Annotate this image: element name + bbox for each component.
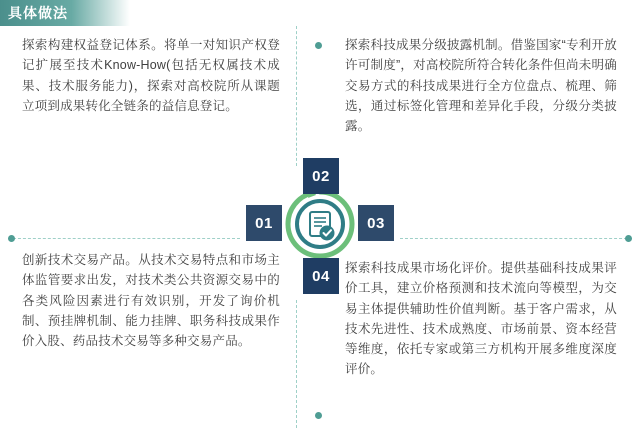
step-number-02-label: 02 [312, 167, 330, 185]
step-number-04 [303, 258, 339, 294]
step-number-02 [303, 158, 339, 194]
divider-vertical-left [296, 26, 297, 166]
connector-dot-top [315, 42, 322, 49]
connector-dot-right [625, 235, 632, 242]
step-text-04: 探索科技成果分级披露机制。借鉴国家“专利开放许可制度”，对高校院所符合转化条件但尚未明确交易方式的科技成果进行全方位盘点、梳理、筛选，通过标签化管理和差异化手段，分级分类披露。 [345, 38, 617, 133]
divider-horizontal-left [8, 238, 240, 239]
page-title: 具体做法 [8, 5, 68, 21]
step-number-04-label: 04 [312, 267, 330, 285]
step-number-01 [246, 205, 282, 241]
divider-horizontal-right [400, 238, 632, 239]
step-number-03 [358, 205, 394, 241]
center-circular-icon [282, 186, 358, 262]
step-text-01: 创新技术交易产品。从技术交易特点和市场主体监管要求出发，对技术类公共资源交易中的各类风险因素进行有效识别，开发了询价机制、预挂牌机制、能力挂牌、职务科技成果作价入股、药品技术交易等多种交易产品。 [22, 253, 280, 348]
page-title-bar [0, 0, 130, 26]
connector-dot-bottom [315, 412, 322, 419]
step-text-02: 探索构建权益登记体系。将单一对知识产权登记扩展至技术Know-How(包括无权属技术成果、技术服务能力)，探索对高校院所从课题立项到成果转化全链条的益信息登记。 [22, 38, 280, 113]
step-text-03: 探索科技成果市场化评价。提供基础科技成果评价工具，建立价格预测和技术流向等模型，为交易主体提供辅助性价值判断。基于客户需求，从技术先进性、技术成熟度、市场前景、资本经营等维度，依托专家或第三方机构开展多维度深度评价。 [345, 261, 617, 377]
connector-dot-left [8, 235, 15, 242]
divider-vertical-left-lower [296, 300, 297, 428]
step-number-03-label: 03 [367, 214, 385, 232]
step-number-01-label: 01 [255, 214, 273, 232]
